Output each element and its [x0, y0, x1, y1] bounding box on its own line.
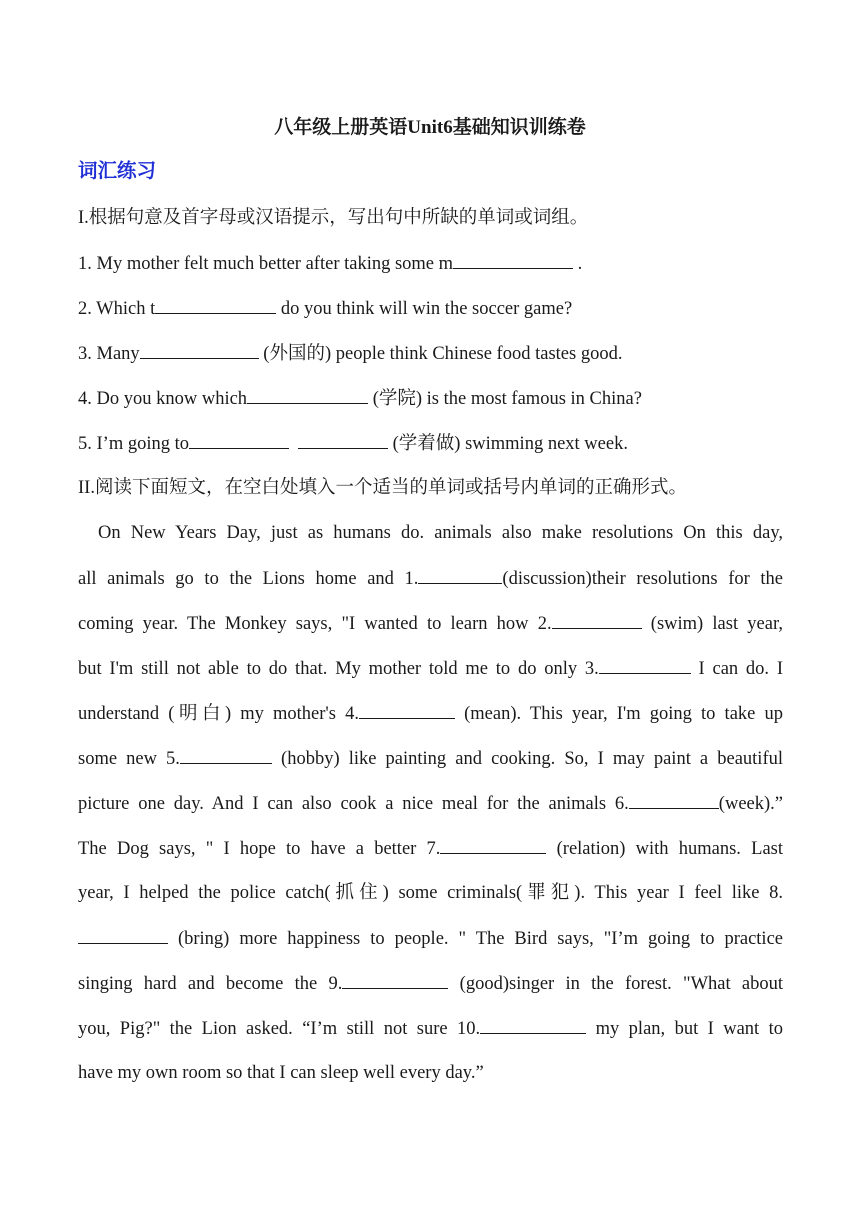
- question-3: [78, 341, 783, 366]
- question-text: 3. Many: [78, 344, 140, 364]
- question-text: (学院) is the most famous in China?: [368, 389, 642, 409]
- passage-blank-7[interactable]: [440, 836, 546, 854]
- passage-line-1: On New Years Day, just as humans do. animals also make resolutions On this day,: [98, 523, 783, 543]
- passage-text: (good)singer in the forest. "What about: [448, 974, 783, 994]
- passage-text: but I'm still not able to do that. My mother told me to do only 3.: [78, 659, 599, 679]
- question-text: 1. My mother felt much better after taking some m: [78, 254, 454, 274]
- question-4: [78, 386, 783, 411]
- answer-blank-4[interactable]: [247, 386, 368, 404]
- passage-text: (bring) more happiness to people. " The Bird says, "I’m going to practice: [168, 929, 783, 949]
- passage-text: (discussion)their resolutions for the: [502, 569, 783, 589]
- answer-blank-5b[interactable]: [298, 431, 388, 449]
- question-text: 2. Which t: [78, 299, 156, 319]
- question-text: 5. I’m going to: [78, 434, 189, 454]
- passage-line-9: year, I helped the police catch(抓住) some criminals(罪犯). This year I feel like 8.: [78, 883, 783, 903]
- question-text: .: [573, 254, 583, 274]
- passage-line-12: [78, 1016, 783, 1041]
- passage-line-6: [78, 746, 783, 771]
- passage-text: all animals go to the Lions home and 1.: [78, 569, 419, 589]
- passage-text: picture one day. And I can also cook a nice meal for the animals 6.: [78, 794, 629, 814]
- passage-line-8: [78, 836, 783, 861]
- passage-text: singing hard and become the 9.: [78, 974, 343, 994]
- passage-blank-5[interactable]: [180, 746, 272, 764]
- answer-blank-3[interactable]: [140, 341, 259, 359]
- question-text: (学着做) swimming next week.: [388, 434, 628, 454]
- passage-blank-9[interactable]: [342, 971, 448, 989]
- passage-blank-2[interactable]: [552, 611, 642, 629]
- passage-text: (week).”: [718, 794, 783, 814]
- passage-line-4: [78, 656, 783, 681]
- part2-instruction: II.阅读下面短文，在空白处填入一个适当的单词或括号内单词的正确形式。: [78, 478, 687, 498]
- passage-text: my plan, but I want to: [586, 1019, 783, 1039]
- passage-line-11: [78, 971, 783, 996]
- passage-text: I can do. I: [690, 659, 783, 679]
- passage-text: The Dog says, " I hope to have a better 7.: [78, 839, 441, 859]
- passage-text: (mean). This year, I'm going to take up: [454, 704, 783, 724]
- passage-blank-3[interactable]: [599, 656, 691, 674]
- answer-blank-1[interactable]: [453, 251, 573, 269]
- section-heading: 词汇练习: [78, 161, 157, 182]
- passage-text: some new 5.: [78, 749, 180, 769]
- passage-blank-4[interactable]: [359, 701, 455, 719]
- answer-blank-5a[interactable]: [189, 431, 289, 449]
- passage-line-5: [78, 701, 783, 726]
- passage-text: understand (明白) my mother's 4.: [78, 704, 359, 724]
- passage-text: (relation) with humans. Last: [546, 839, 783, 859]
- part1-instruction: I.根据句意及首字母或汉语提示，写出句中所缺的单词或词组。: [78, 208, 589, 228]
- passage-blank-8[interactable]: [78, 926, 168, 944]
- question-text: do you think will win the soccer game?: [276, 299, 573, 319]
- passage-text: (hobby) like painting and cooking. So, I may paint a beautiful: [271, 749, 783, 769]
- answer-blank-2[interactable]: [155, 296, 276, 314]
- question-2: [78, 296, 783, 321]
- passage-blank-10[interactable]: [480, 1016, 586, 1034]
- passage-line-13: have my own room so that I can sleep well every day.”: [78, 1063, 484, 1083]
- passage-line-3: [78, 611, 783, 636]
- passage-line-7: [78, 791, 783, 816]
- question-text: 4. Do you know which: [78, 389, 248, 409]
- question-1: [78, 251, 783, 276]
- passage-blank-1[interactable]: [418, 566, 502, 584]
- page-title: 八年级上册英语Unit6基础知识训练卷: [274, 117, 586, 138]
- question-5: [78, 431, 783, 456]
- passage-blank-6[interactable]: [629, 791, 719, 809]
- question-text: (外国的) people think Chinese food tastes good.: [258, 344, 623, 364]
- passage-text: (swim) last year,: [641, 614, 783, 634]
- passage-line-10: [78, 926, 783, 951]
- passage-line-2: [78, 566, 783, 591]
- passage-text: you, Pig?" the Lion asked. “I’m still not sure 10.: [78, 1019, 481, 1039]
- passage-text: coming year. The Monkey says, "I wanted to learn how 2.: [78, 614, 552, 634]
